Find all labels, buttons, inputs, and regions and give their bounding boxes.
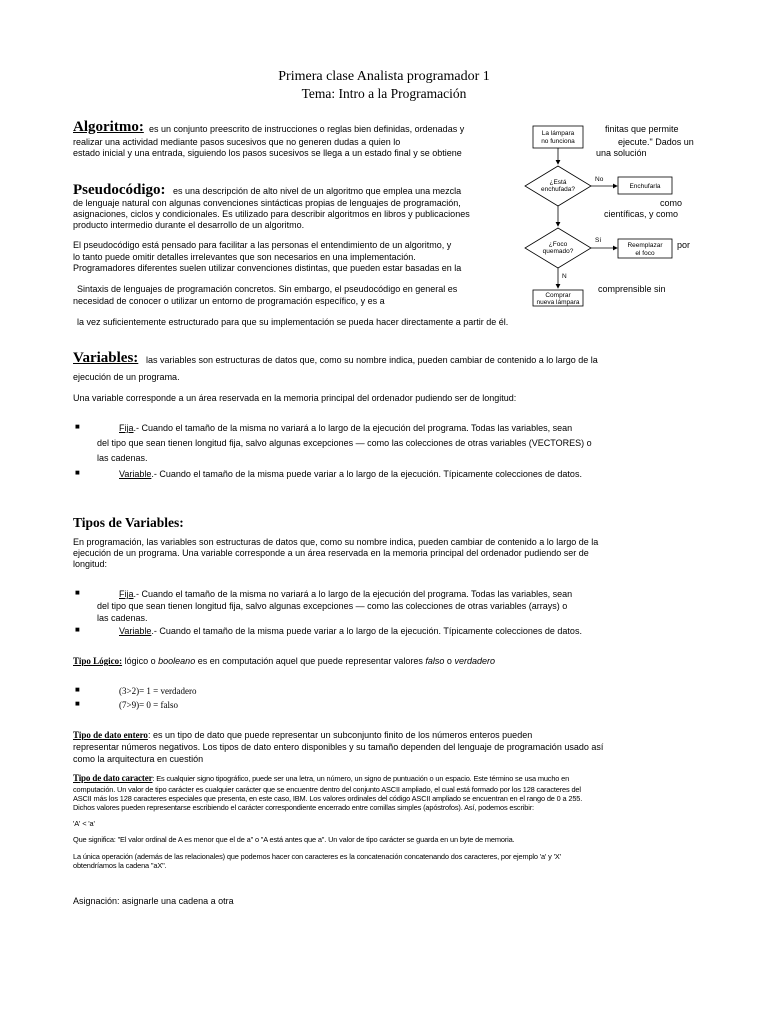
label-si: Sí [595, 237, 602, 244]
caracter-meaning: Que significa: "El valor ordinal de A es menor que el de a" o "A está antes que a". Un valor de tipo carácter se guarda en un byte de memoria. [73, 835, 515, 844]
entero-line-3: como la arquitectura en cuestión [73, 754, 204, 764]
box1-line2: no funciona [541, 138, 575, 145]
tipos-bullet-1-line-3: las cadenas. [97, 613, 148, 623]
pseudo-line-3: asignaciones, ciclos y condicionales. Es utilizado para describir algoritmos en libros y publicaciones [73, 209, 470, 219]
box4-line2: nueva lámpara [536, 299, 580, 306]
algoritmo-line-2: realizar una actividad mediante pasos sucesivos que no generen dudas a quien lo [73, 137, 401, 147]
pseudo-p2-line-1: El pseudocódigo está pensado para facilitar a las personas el entendimiento de un algoritmo, y [73, 240, 452, 250]
diamond1-line2: enchufada? [541, 186, 575, 193]
variables-term: Variables: [73, 350, 139, 366]
pseudo-line-2-right: como [660, 198, 683, 208]
label-n: N [562, 273, 567, 280]
algoritmo-line-1: es un conjunto preescrito de instrucciones o reglas bien definidas, ordenadas y [149, 124, 465, 134]
caracter-operation-line-2: obtendríamos la cadena "aX". [73, 861, 167, 870]
bullet-marker: ■ [75, 422, 80, 431]
bullet-marker: ■ [75, 699, 80, 708]
logico-example-1: (3>2)= 1 = verdadero [119, 686, 197, 696]
entero-line-2: representar números negativos. Los tipos de dato entero disponibles y su tamaño dependen del lenguaje de programación usado así [73, 742, 604, 752]
pseudo-p2-line-3: Programadores diferentes suelen utilizar convenciones distintas, que pueden estar basadas en la [73, 263, 462, 273]
box4-line1: Comprar [545, 292, 571, 299]
pseudo-line-4: producto intermedio durante el desarrollo de un algoritmo. [73, 220, 305, 230]
caracter-text: : Es cualquier signo tipográfico, puede ser una letra, un número, un signo de puntuación o un espacio. Este término se usa mucho en [152, 774, 570, 783]
variable-term: Variable [119, 469, 152, 479]
pseudo-line-2: de lenguaje natural con algunas convenciones sintácticas propias de lenguajes de programación, [73, 198, 461, 208]
algoritmo-line-3: estado inicial y una entrada, siguiendo los pasos sucesivos se llega a un estado final y se obtiene [73, 148, 462, 158]
pseudo-p2-line-2: lo tanto puede omitir detalles irrelevantes que son necesarios en una implementación. [73, 252, 416, 262]
pseudocodigo-term: Pseudocódigo: [73, 182, 166, 198]
page-subtitle: Tema: Intro a la Programación [301, 86, 467, 101]
bullet-marker: ■ [75, 468, 80, 477]
box3-line2: el foco [635, 250, 655, 257]
logico-falso: falso [425, 656, 445, 666]
pseudo-p3-line-1: Sintaxis de lenguajes de programación concretos. Sin embargo, el pseudocódigo en general es [77, 284, 458, 294]
tipos-line-1: En programación, las variables son estructuras de datos que, como su nombre indica, pueden cambiar de contenido a lo largo de la [73, 537, 599, 547]
caracter-line-1 [73, 774, 569, 784]
algoritmo-term: Algoritmo: [73, 119, 144, 135]
logico-booleano: booleano [158, 656, 196, 666]
tipos-line-3: longitud: [73, 559, 108, 569]
diamond2-line2: quemado? [542, 248, 574, 255]
tipos-bullet-2-line-1 [119, 626, 582, 637]
fija-text: .- Cuando el tamaño de la misma no variará a lo largo de la ejecución del programa. Todas las variables, sean [133, 589, 573, 599]
caracter-line-3: ASCII más los 128 caracteres especiales que presenta, en este caso, IBM. Los valores ordinales del código ASCII ampliado se encuentran en el rango de 0 a 255. [73, 794, 583, 803]
variable-text: .- Cuando el tamaño de la misma puede variar a lo largo de la ejecución. Típicamente colecciones de datos. [151, 469, 582, 479]
caracter-operation-line-1: La única operación (además de las relacionales) que podemos hacer con caracteres es la concatenación concatenando dos caracteres, por ejemplo 'a' y 'X' [73, 852, 561, 861]
pseudo-line-1: es una descripción de alto nivel de un algoritmo que emplea una mezcla [173, 186, 462, 196]
pseudo-p2-line-1-right: por [677, 240, 691, 250]
caracter-line-4: Dichos valores pueden representarse escribiendo el carácter correspondiente encerrado entre comillas simples (apóstrofos). Así, podemos escribir: [73, 803, 534, 812]
page-title: Primera clase Analista programador 1 [278, 69, 490, 84]
variables-bullet-1-line-2: del tipo que sean tienen longitud fija, salvo algunas excepciones — como las colecciones de otras variables (VECTORES) o [97, 438, 592, 448]
algoritmo-line-2-right: ejecute." Dados un [618, 137, 694, 147]
tipos-title: Tipos de Variables: [73, 515, 184, 530]
tipos-line-2: ejecución de un programa. Una variable corresponde a un área reservada en la memoria principal del ordenador pudiendo ser de [73, 548, 589, 558]
variables-line-2: ejecución de un programa. [73, 372, 180, 382]
logico-mid: es en computación aquel que puede representar valores [197, 656, 423, 666]
variables-line-1: las variables son estructuras de datos que, como su nombre indica, pueden cambiar de contenido a lo largo de la [146, 355, 598, 365]
tipos-bullet-1-line-2: del tipo que sean tienen longitud fija, salvo algunas excepciones — como las colecciones de otras variables (arrays) o [97, 601, 568, 611]
entero-term: Tipo de dato entero [73, 730, 148, 740]
diamond2-line1: ¿Foco [548, 241, 568, 248]
variables-paragraph-2: Una variable corresponde a un área reservada en la memoria principal del ordenador pudiendo ser de longitud: [73, 393, 517, 403]
variable-term: Variable [119, 626, 152, 636]
lamp-flowchart [525, 122, 675, 307]
variable-text: .- Cuando el tamaño de la misma puede variar a lo largo de la ejecución. Típicamente colecciones de datos. [151, 626, 582, 636]
bullet-marker: ■ [75, 625, 80, 634]
logico-example-2: (7>9)= 0 = falso [119, 700, 178, 710]
caracter-example: 'A' < 'a' [73, 819, 95, 828]
fija-term: Fija [119, 589, 134, 599]
caracter-line-2: computación. Un valor de tipo carácter es cualquier carácter que se encuentre dentro del conjunto ASCII ampliado, el cual está formado por los 128 caracteres del [73, 785, 581, 794]
fija-term: Fija [119, 423, 134, 433]
variables-bullet-1-line-1 [119, 423, 572, 434]
logico-verdadero: verdadero [454, 656, 495, 666]
bullet-marker: ■ [75, 588, 80, 597]
fija-text: .- Cuando el tamaño de la misma no variará a lo largo de la ejecución del programa. Todas las variables, sean [133, 423, 573, 433]
logico-o: o [446, 656, 452, 666]
bullet-marker: ■ [75, 685, 80, 694]
entero-line-1 [73, 730, 532, 741]
diamond1-line1: ¿Está [549, 179, 567, 186]
label-no: No [595, 176, 604, 183]
tipos-bullet-1-line-1 [119, 589, 572, 600]
tipo-logico-term: Tipo Lógico: [73, 656, 123, 666]
caracter-term: Tipo de dato caracter [73, 773, 153, 783]
entero-text: : es un tipo de dato que puede representar un subconjunto finito de los números enteros pueden [147, 730, 533, 740]
algoritmo-line-1-right: finitas que permite [605, 124, 679, 134]
algoritmo-line-3-right: una solución [596, 148, 647, 158]
tipo-logico-line [73, 656, 495, 667]
asignacion-text: Asignación: asignarle una cadena a otra [73, 896, 234, 906]
pseudo-p3-line-1-right: comprensible sin [598, 284, 666, 294]
pseudo-line-3-right: científicas, y como [604, 209, 679, 219]
pseudo-p3-line-2: necesidad de conocer o utilizar un entorno de programación específico, y es a [73, 296, 385, 306]
variables-bullet-1-line-3: las cadenas. [97, 453, 148, 463]
pseudo-p3-line-3: la vez suficientemente estructurado para que su implementación se pueda hacer directamente a partir de él. [77, 317, 509, 327]
variables-bullet-2-line-1 [119, 469, 582, 480]
logico-pre: lógico o [124, 656, 156, 666]
flowchart-graphic [525, 122, 675, 307]
box1-line1: La lámpara [541, 130, 575, 137]
box2-text: Enchufarla [629, 183, 661, 190]
box3-line1: Reemplazar [627, 242, 663, 249]
